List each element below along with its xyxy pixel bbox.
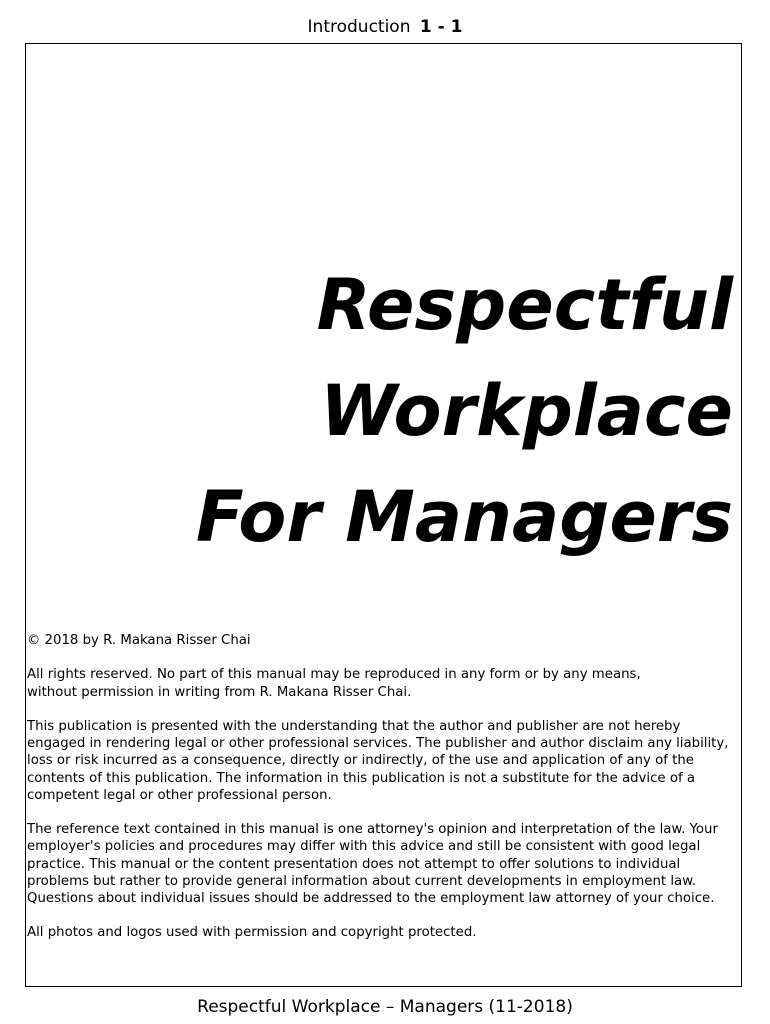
rights-line: All rights reserved. No part of this manual may be reproduced in any form or by any means, bbox=[27, 667, 641, 683]
title-line-2: Workplace bbox=[320, 370, 733, 452]
section-label: Introduction bbox=[307, 17, 411, 37]
page-footer: Respectful Workplace – Managers (11-2018) bbox=[197, 997, 573, 1017]
disclaimer-line: This publication is presented with the understanding that the author and publisher are not hereby bbox=[27, 718, 681, 734]
page-number: 1 - 1 bbox=[419, 17, 463, 37]
reference-paragraph bbox=[27, 821, 739, 907]
reference-line: Questions about individual issues should be addressed to the employment law attorney of your choice. bbox=[27, 891, 715, 906]
disclaimer-line: contents of this publication. The information in this publication is not a substitute for the advice of a bbox=[27, 770, 696, 786]
legal-notice bbox=[27, 632, 739, 959]
disclaimer-paragraph bbox=[27, 718, 739, 804]
copyright-text: © 2018 by R. Makana Risser Chai bbox=[27, 633, 251, 648]
reference-line: The reference text contained in this manual is one attorney's opinion and interpretation of the law. Your bbox=[27, 822, 718, 838]
disclaimer-line: competent legal or other professional person. bbox=[27, 787, 332, 803]
reference-line: problems but rather to provide general information about current developments in employment law. bbox=[27, 873, 697, 889]
copyright-notice bbox=[27, 632, 739, 649]
reference-line: practice. This manual or the content presentation does not attempt to offer solutions to individual bbox=[27, 856, 681, 872]
reference-line: employer's policies and procedures may differ with this advice and still be consistent with good legal bbox=[27, 839, 701, 855]
page-header bbox=[0, 16, 770, 38]
rights-reserved-paragraph bbox=[27, 666, 739, 700]
rights-line: without permission in writing from R. Makana Risser Chai. bbox=[27, 684, 412, 700]
title-line-3: For Managers bbox=[195, 476, 733, 558]
disclaimer-line: engaged in rendering legal or other professional services. The publisher and author disclaim any liability, bbox=[27, 736, 729, 752]
title-line-1: Respectful bbox=[316, 264, 733, 346]
disclaimer-line: loss or risk incurred as a consequence, directly or indirectly, of the use and application of any of the bbox=[27, 753, 694, 769]
photos-text: All photos and logos used with permission and copyright protected. bbox=[27, 925, 477, 941]
manual-title bbox=[196, 252, 733, 570]
photos-notice bbox=[27, 924, 739, 941]
content-frame bbox=[25, 43, 742, 987]
